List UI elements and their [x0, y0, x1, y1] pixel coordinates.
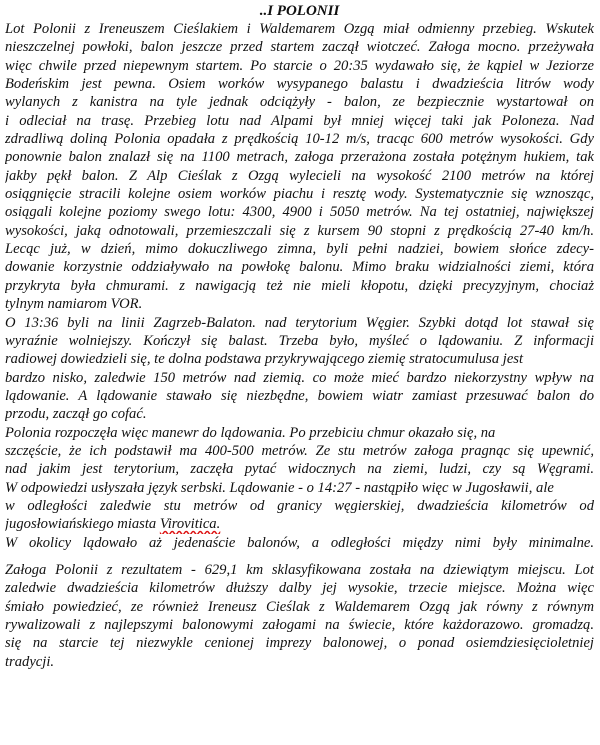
paragraph-3 [5, 497, 594, 552]
text-line: Polonia rozpoczęła więc manewr do lądowania. Po przebiciu chmur okazało się, na [5, 424, 496, 441]
text-line: tradycji. [5, 653, 55, 670]
text-line: wylanych z kanistra na tyle jednak odciążyły - balon, ze bezpiecznie wystartował on [5, 94, 594, 111]
text-line: w odległości zaledwie stu metrów od granicy węgierskiej, dwadzieścia kilometrów od [5, 497, 594, 514]
paragraph-2 [5, 369, 594, 497]
text-line: lądowanie. A lądowanie stawało się niezbędne, bowiem wiatr zamiast przesuwać balon do [5, 387, 594, 404]
text-line: nieszczelnej powłoki, balon jeszcze przed startem zaczął wiotczeć. Załoga mocno. przeżywała [5, 39, 594, 56]
text-line: przodu, zaczął go cofać. [5, 406, 147, 423]
paragraph-1 [5, 20, 594, 369]
text-line: O 13:36 byli na linii Zagrzeb-Balaton. nad terytorium Węgier. Szybki dotąd lot stawał się [5, 314, 594, 331]
text-line: osiągnięcie stracili kolejne osiem worków piachu i resztę wody. Systematycznie się wznosząc, [5, 186, 594, 203]
text-line: przykryta była chmurami. z nawigacją też nie mieli kłopotu, dzięki precyzyjnym, chociaż [5, 277, 594, 294]
text-line: dowanie korzystnie oddziaływało na powłokę balonu. Mimo braku widzialności ziemi, która [5, 259, 594, 276]
text-line: W odpowiedzi usłyszała język serbski. Lądowanie - o 14:27 - nastąpiło więc w Jugosławii, ale [5, 479, 554, 496]
text-line: Bodeńskim jest pewna. Osiem worków wysypanego balastu i dwadzieścia litrów wody [5, 76, 594, 93]
text-line: radiowej dowiedzieli się, te dolna podstawa przykrywającego ziemię stratocumulusa jest [5, 351, 524, 368]
text-line: rywalizowali z najlepszymi balonowymi załogami na świecie, które każdorazowo. gromadzą. [5, 617, 594, 633]
text-line [5, 515, 594, 533]
text-line: się na starcie tej niezwykle cenionej imprezy balonowej, o ponad osiemdziesięcioletniej [5, 635, 594, 652]
text-line: wyraźnie wolniejszy. Kończył się balast. Trzeba było, myśleć o lądowaniu. Z informacji [5, 332, 594, 349]
paragraph-4 [5, 561, 594, 671]
text-line: i odleciał na trasę. Przebieg lotu nad Alpami był mniej więcej taki jak Poloneza. Nad [5, 112, 594, 129]
text-line: ponownie balon znalazł się na 1100 metrach, załoga przerażona została potężnym hukiem, tak [5, 149, 594, 166]
text-line: bardzo nisko, zaledwie 150 metrów nad ziemią. co może mieć bardzo niekorzystny wpływ na [5, 369, 594, 386]
spellcheck-underlined-word: Virovitica. [159, 516, 221, 533]
document-title: ..I POLONII [259, 3, 340, 19]
text-line: więc chwile przed niepewnym startem. Po starcie o 20:35 wydawało się, że kąpiel w Jeziorze [5, 57, 594, 74]
text-line: Lot Polonii z Ireneuszem Cieślakiem i Waldemarem Ozgą miał odmienny przebieg. Wskutek [5, 21, 594, 37]
text-fragment: jugosłowiańskiego miasta [5, 516, 160, 533]
text-line: zaledwie dwadzieścia kilometrów dłuższy dalby jej wysokie, trzecie miejsce. Można więc [5, 580, 594, 597]
text-line: tylnym namiarom VOR. [5, 296, 143, 313]
text-line: śmiało powiedzieć, ze również Ireneusz Cieślak z Waldemarem Ozgą jak równy z równym [5, 598, 594, 615]
text-line: Lecąc już, w dzień, mimo dokuczliwego zimna, byli pełni nadziei, bowiem słońce zdecy- [5, 241, 594, 258]
text-line: Załoga Polonii z rezultatem - 629,1 km sklasyfikowana została na dziewiątym miejscu. Lot [5, 561, 594, 578]
text-line: W okolicy lądowało aż jedenaście balonów, a odległości między nimi były minimalne. [5, 534, 594, 551]
text-line: szczęście, że ich podstawił ma 400-500 metrów. Ze stu metrów załoga pragnąc się upewnić, [5, 442, 594, 459]
text-line: nad jakim jest terytorium, zaczęła pytać widocznych na ziemi, ludzi, czy są Węgrami. [5, 461, 594, 478]
text-line: jakby pękł balon. Z Alp Cieślak z Ozgą wylecieli na wysokość 2100 metrów na której [5, 167, 594, 184]
text-line: wysokości, jaką odnotowali, przemieszczali się z kursem 90 stopni z prędkością 27-40 km/h. [5, 222, 594, 239]
text-line: zdradliwą doliną Polonia opadała z prędkością 10-12 m/s, tracąc 600 metrów wysokości. Gdy [5, 131, 594, 148]
text-line: osiągali kolejne poziomy swego lotu: 4300, 4900 i 5050 metrów. Na tej ostatniej, największej [5, 204, 594, 221]
